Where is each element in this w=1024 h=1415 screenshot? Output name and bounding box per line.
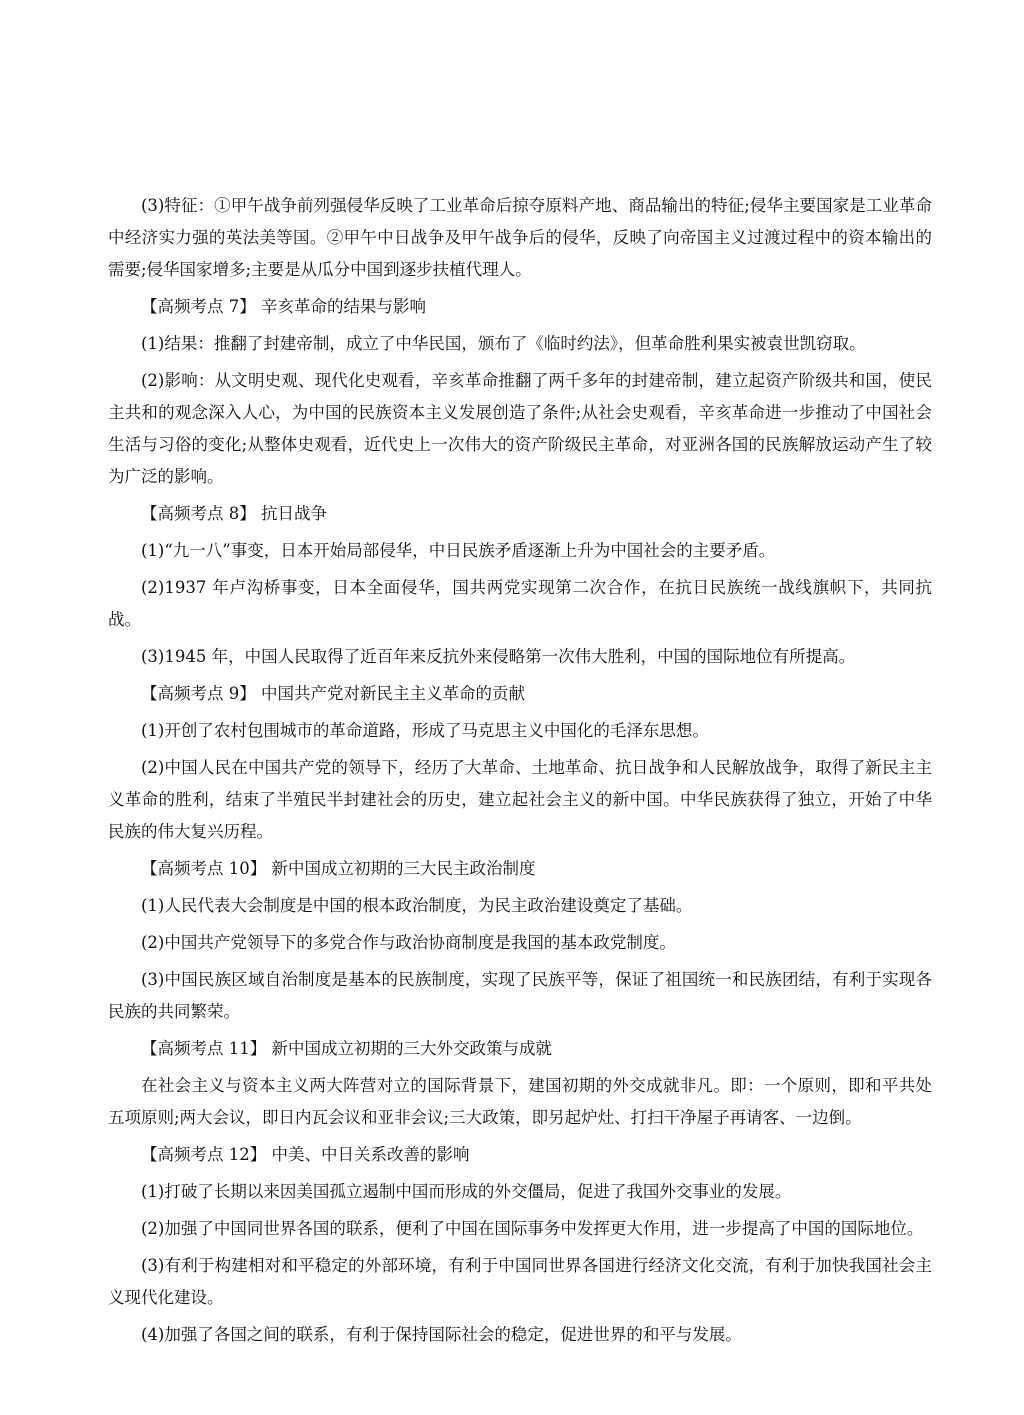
paragraph-features: (3)特征：①甲午战争前列强侵华反映了工业革命后掠夺原料产地、商品输出的特征;侵华主要国家是工业革命中经济实力强的英法美等国。②甲午中日战争及甲午战争后的侵华，反映了向帝国主义过渡过程中的资本输出的需要;侵华国家增多;主要是从瓜分中国到逐步扶植代理人。 bbox=[108, 196, 932, 279]
paragraph-npc: (1)人民代表大会制度是中国的根本政治制度，为民主政治建设奠定了基础。 bbox=[141, 896, 693, 915]
paragraph-victory: (2)中国人民在中国共产党的领导下，经历了大革命、土地革命、抗日战争和人民解放战争，取得了新民主主义革命的胜利，结束了半殖民半封建社会的历史，建立起社会主义的新中国。中华民族获得了独立，开始了中华民族的伟大复兴历程。 bbox=[108, 758, 932, 841]
paragraph-impact-3: (3)有利于构建相对和平稳定的外部环境，有利于中国同世界各国进行经济文化交流，有利于加快我国社会主义现代化建设。 bbox=[108, 1256, 932, 1307]
paragraph-influence: (2)影响：从文明史观、现代化史观看，辛亥革命推翻了两千多年的封建帝制，建立起资产阶级共和国，使民主共和的观念深入人心，为中国的民族资本主义发展创造了条件;从社会史观看，辛亥革命进一步推动了中国社会生活与习俗的变化;从整体史观看，近代史上一次伟大的资产阶级民主革命，对亚洲各国的民族解放运动产生了较为广泛的影响。 bbox=[108, 371, 932, 486]
heading-point-12: 【高频考点 12】 中美、中日关系改善的影响 bbox=[141, 1145, 470, 1164]
paragraph-impact-4: (4)加强了各国之间的联系，有利于保持国际社会的稳定，促进世界的和平与发展。 bbox=[141, 1325, 742, 1344]
heading-point-11: 【高频考点 11】 新中国成立初期的三大外交政策与成就 bbox=[141, 1039, 552, 1058]
paragraph-diplomacy: 在社会主义与资本主义两大阵营对立的国际背景下，建国初期的外交成就非凡。即：一个原则，即和平共处五项原则;两大会议，即日内瓦会议和亚非会议;三大政策，即另起炉灶、打扫干净屋子再请客、一边倒。 bbox=[108, 1076, 932, 1127]
heading-point-8: 【高频考点 8】 抗日战争 bbox=[141, 504, 327, 523]
heading-point-7: 【高频考点 7】 辛亥革命的结果与影响 bbox=[141, 297, 426, 316]
paragraph-1945: (3)1945 年，中国人民取得了近百年来反抗外来侵略第一次伟大胜利，中国的国际地位有所提高。 bbox=[141, 647, 856, 666]
paragraph-cppcc: (2)中国共产党领导下的多党合作与政治协商制度是我国的基本政党制度。 bbox=[141, 933, 676, 952]
document-body bbox=[108, 190, 932, 1356]
heading-point-9: 【高频考点 9】 中国共产党对新民主主义革命的贡献 bbox=[141, 684, 525, 703]
heading-point-10: 【高频考点 10】 新中国成立初期的三大民主政治制度 bbox=[141, 859, 536, 878]
paragraph-impact-1: (1)打破了长期以来因美国孤立遏制中国而形成的外交僵局，促进了我国外交事业的发展。 bbox=[141, 1182, 792, 1201]
paragraph-road: (1)开创了农村包围城市的革命道路，形成了马克思主义中国化的毛泽东思想。 bbox=[141, 721, 709, 740]
paragraph-result: (1)结果：推翻了封建帝制，成立了中华民国，颁布了《临时约法》，但革命胜利果实被袁世凯窃取。 bbox=[141, 334, 866, 353]
paragraph-918: (1)“九一八”事变，日本开始局部侵华，中日民族矛盾逐渐上升为中国社会的主要矛盾。 bbox=[141, 541, 776, 560]
paragraph-impact-2: (2)加强了中国同世界各国的联系，便利了中国在国际事务中发挥更大作用，进一步提高了中国的国际地位。 bbox=[141, 1219, 924, 1238]
paragraph-1937: (2)1937 年卢沟桥事变，日本全面侵华，国共两党实现第二次合作，在抗日民族统一战线旗帜下，共同抗战。 bbox=[108, 578, 932, 629]
paragraph-autonomy: (3)中国民族区域自治制度是基本的民族制度，实现了民族平等，保证了祖国统一和民族团结，有利于实现各民族的共同繁荣。 bbox=[108, 970, 932, 1021]
